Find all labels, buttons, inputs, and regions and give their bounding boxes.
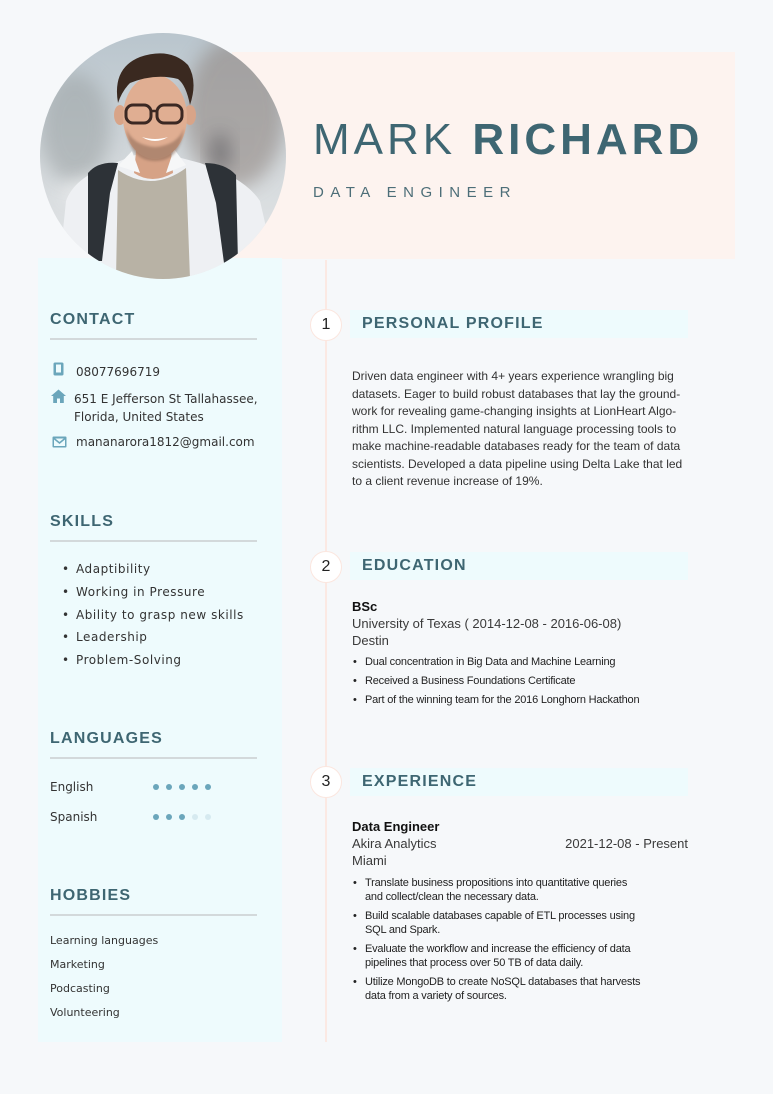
timeline-line: [325, 260, 327, 1042]
education-location: Destin: [352, 633, 389, 648]
section-number-badge: 2: [310, 551, 342, 583]
skill-label: Adaptibility: [76, 562, 151, 576]
full-name: [313, 112, 703, 168]
phone-icon: [52, 362, 65, 376]
contact-heading: CONTACT: [50, 311, 136, 328]
experience-bullet: [352, 942, 640, 970]
bullet-line: Build scalable databases capable of ETL processes using: [365, 910, 635, 922]
hobby-item: Learning languages: [50, 934, 159, 947]
contact-phone: 08077696719: [76, 365, 160, 379]
education-heading: EDUCATION: [362, 557, 467, 574]
bullet: •: [62, 584, 70, 599]
profile-line: datasets. Eager to build robust databases that lay the ground-: [352, 386, 681, 401]
experience-entry: [352, 818, 688, 869]
experience-bullet: [352, 909, 640, 937]
proficiency-dot: [166, 784, 172, 790]
profile-line: scientists. Developed a data pipeline using Delta Lake that led: [352, 456, 683, 471]
language-name: English: [50, 780, 94, 794]
job-title: DATA ENGINEER: [313, 184, 517, 201]
language-row: [50, 779, 230, 795]
language-row: [50, 809, 230, 825]
experience-bullet: [352, 975, 640, 1003]
skill-item: [62, 626, 244, 649]
section-number-badge: 3: [310, 766, 342, 798]
skill-label: Working in Pressure: [76, 584, 206, 599]
mail-icon: [52, 436, 67, 448]
bullet-text: Dual concentration in Big Data and Machine Learning: [365, 656, 616, 668]
bullet-line: pipelines that process over 50 TB of data daily.: [365, 957, 584, 969]
education-heading-band: [350, 552, 688, 580]
bullet-text: Part of the winning team for the 2016 Longhorn Hackathon: [365, 694, 640, 706]
profile-heading-band: [350, 310, 688, 338]
skill-label: Leadership: [76, 630, 148, 645]
profile-line: Driven data engineer with 4+ years experience wrangling big: [352, 369, 674, 383]
first-name: MARK: [313, 115, 457, 164]
skill-label: Problem-Solving: [76, 653, 182, 667]
degree: BSc: [352, 599, 378, 614]
bullet: •: [353, 943, 357, 955]
bullet: •: [353, 656, 357, 668]
bullet: •: [353, 877, 357, 889]
proficiency-dot: [179, 814, 185, 820]
experience-location: Miami: [352, 853, 387, 868]
languages-heading: LANGUAGES: [50, 730, 164, 747]
bullet: •: [353, 976, 357, 988]
experience-heading-band: [350, 768, 688, 796]
bullet: •: [353, 675, 357, 687]
bullet-line: Utilize MongoDB to create NoSQL databases that harvests: [365, 976, 641, 988]
proficiency-dot: [179, 784, 185, 790]
proficiency-dot: [192, 784, 198, 790]
section-number-badge: 1: [310, 309, 342, 341]
skills-list: [62, 558, 244, 672]
profile-summary: [352, 368, 682, 491]
proficiency-dot: [166, 814, 172, 820]
bullet: •: [62, 653, 70, 667]
skills-divider: [50, 540, 257, 542]
profile-line: to a client revenue increase of 19%.: [352, 474, 543, 488]
contact-divider: [50, 338, 257, 340]
education-bullet: [352, 672, 639, 691]
employment-dates: 2021-12-08 - Present: [565, 836, 688, 851]
education-bullet: [352, 653, 639, 672]
hobby-item: Volunteering: [50, 1006, 120, 1019]
bullet-line: Translate business propositions into quantitative queries: [365, 877, 628, 889]
hobbies-heading: HOBBIES: [50, 887, 132, 904]
company-name: Akira Analytics: [352, 836, 437, 851]
bullet: •: [62, 607, 70, 622]
proficiency-dot: [192, 814, 198, 820]
experience-bullet: [352, 876, 640, 904]
profile-line: work for revealing game-changing insights at LionHeart Algo-: [352, 404, 677, 418]
bullet-line: SQL and Spark.: [365, 924, 441, 936]
profile-photo: [40, 33, 286, 279]
profile-line: rithm LLC. Implemented natural language processing tools to: [352, 421, 677, 436]
contact-address: [74, 390, 258, 426]
skill-item: [62, 649, 244, 672]
proficiency-dot: [205, 814, 211, 820]
home-icon: [51, 389, 66, 403]
skills-heading: SKILLS: [50, 513, 115, 530]
bullet: •: [62, 562, 70, 576]
hobby-item: Marketing: [50, 958, 105, 971]
contact-email: mananarora1812@gmail.com: [76, 435, 255, 449]
bullet-line: data from a variety of sources.: [365, 990, 507, 1002]
education-bullets: [352, 653, 639, 710]
bullet-text: Received a Business Foundations Certificate: [365, 675, 576, 687]
bullet-line: Evaluate the workflow and increase the efficiency of data: [365, 943, 631, 955]
proficiency-dot: [153, 814, 159, 820]
hobbies-list: [50, 929, 158, 1025]
hobby-item: Podcasting: [50, 982, 110, 995]
institution-dates: University of Texas ( 2014-12-08 - 2016-06-08): [352, 616, 622, 631]
skill-label: Ability to grasp new skills: [76, 607, 244, 622]
proficiency-dot: [153, 784, 159, 790]
bullet: •: [353, 910, 357, 922]
address-line-2: Florida, United States: [74, 410, 204, 424]
portrait-illustration: [40, 33, 286, 279]
skill-item: [62, 604, 244, 627]
last-name: RICHARD: [472, 115, 704, 164]
hobbies-divider: [50, 914, 257, 916]
address-line-1: 651 E Jefferson St Tallahassee,: [74, 392, 258, 406]
company-row: [352, 835, 688, 852]
education-bullet: [352, 691, 639, 710]
experience-heading: EXPERIENCE: [362, 773, 478, 790]
bullet: •: [62, 630, 70, 645]
bullet: •: [353, 694, 357, 706]
languages-divider: [50, 757, 257, 759]
proficiency-dot: [205, 784, 211, 790]
skill-item: [62, 581, 244, 604]
skill-item: [62, 558, 244, 581]
education-entry: [352, 598, 688, 649]
profile-heading: PERSONAL PROFILE: [362, 315, 544, 332]
profile-line: make machine-readable databases ready for the team of data: [352, 439, 681, 453]
bullet-line: and collect/clean the necessary data.: [365, 891, 539, 903]
experience-bullets: [352, 876, 640, 1008]
job-role: Data Engineer: [352, 819, 440, 834]
language-name: Spanish: [50, 810, 98, 824]
